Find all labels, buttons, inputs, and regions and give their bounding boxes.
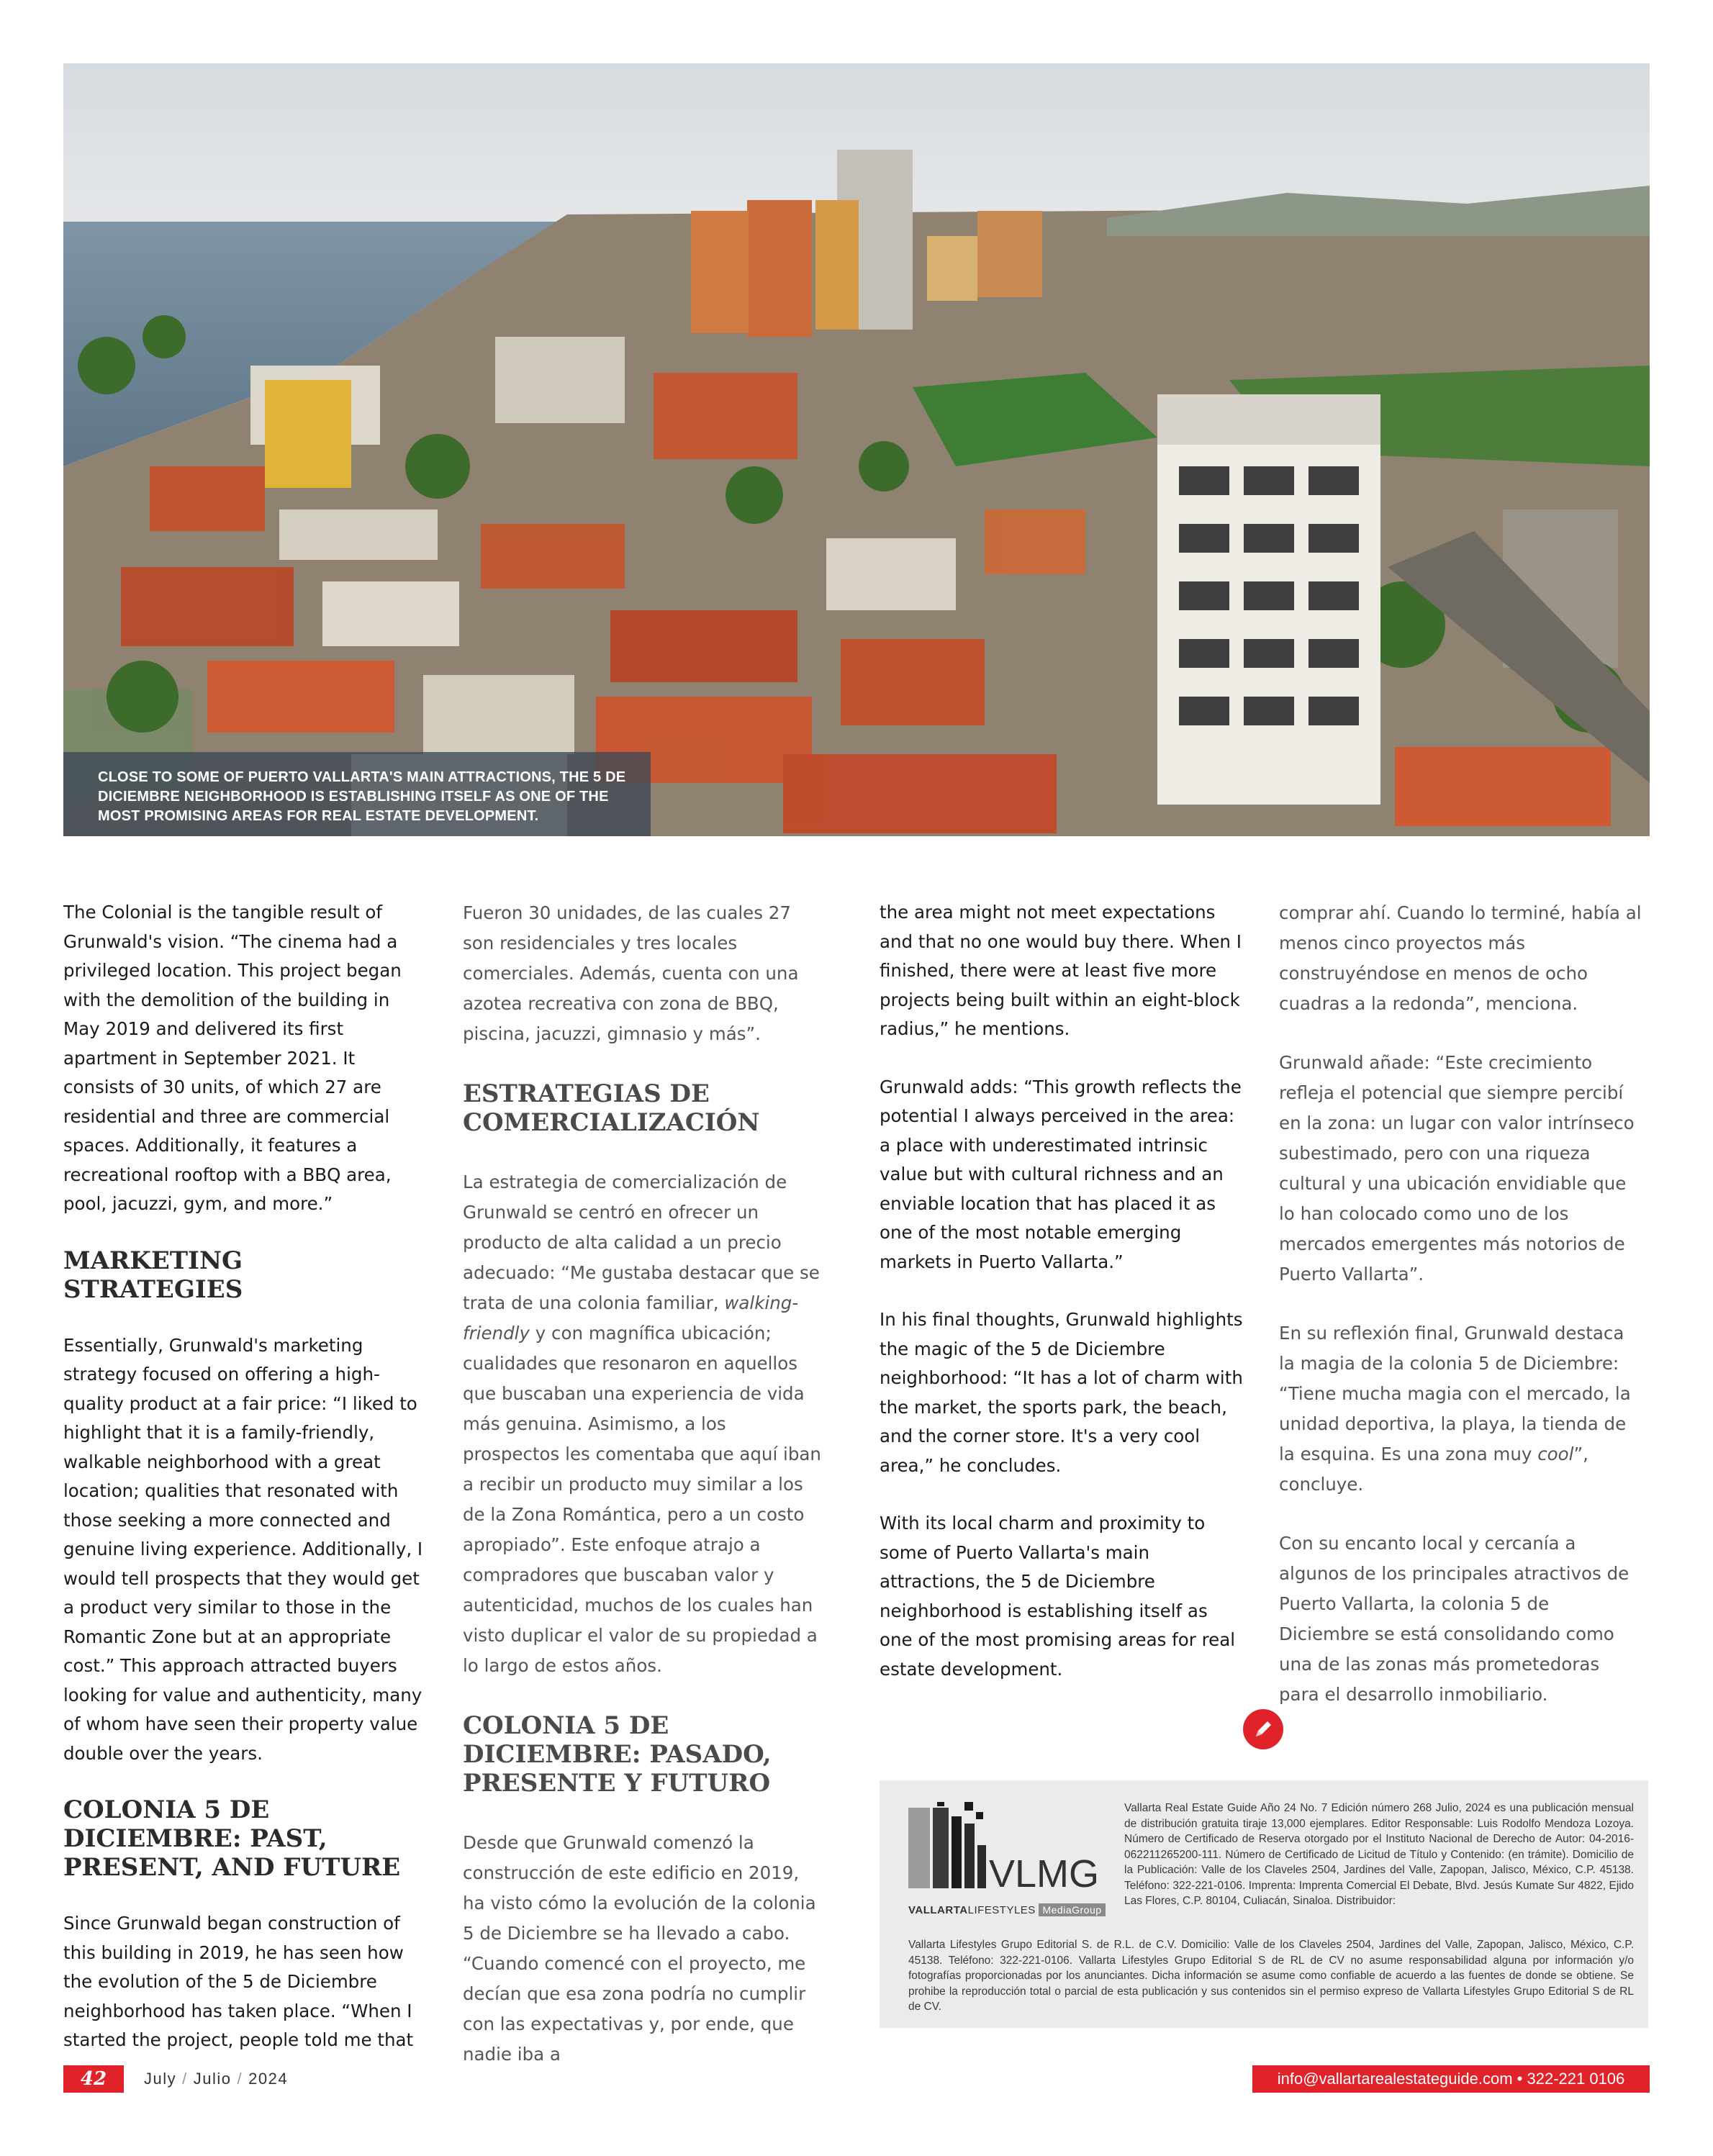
paragraph: Fueron 30 unidades, de las cuales 27 son residenciales y tres locales comerciales. Además, cuenta con una azotea recreativa con zona de BBQ, piscina, jacuzzi, gimnasio y más”. bbox=[463, 902, 799, 1044]
page-number: 42 bbox=[63, 2065, 124, 2093]
publication-info-box bbox=[880, 1780, 1648, 2028]
column-spanish-1 bbox=[463, 898, 826, 2070]
contact-bar[interactable]: info@vallartarealestateguide.com • 322-221 0106 bbox=[1252, 2065, 1650, 2093]
logo-name: VALLARTALIFESTYLES MediaGroup bbox=[908, 1904, 1110, 1916]
column-english-2 bbox=[880, 898, 1243, 1684]
photo-caption bbox=[63, 752, 651, 836]
paragraph: En su reflexión final, Grunwald destaca la magia de la colonia 5 de Diciembre: “Tiene mucha magia con el mercado, la unidad deportiva, la playa, la tienda de la esquina. Es una zona muy cool”, concluye. bbox=[1279, 1323, 1631, 1495]
legal-text: Vallarta Lifestyles Grupo Editorial S. de R.L. de C.V. Domicilio: Valle de los Claveles 2504, Jardines del Valle, Zapopan, Jalisco, México, C.P. 45138. Teléfono: 322-221-0106. Vallarta Lifestyles Grupo Editorial S de RL de CV no asume responsabilidad alguna por información y/o fotografías proporcionadas por los anunciantes. Dicha información se asume como confiable de acuerdo a las fuentes de donde se obtiene. Se prohibe la reproducción total o parcial de esta publicación y sus contenidos sin el permiso expreso de Vallarta Lifestyles Grupo Editorial S de RL de CV. bbox=[908, 1939, 1634, 2013]
column-english-1 bbox=[63, 898, 427, 2055]
section-heading: COLONIA 5 DE DICIEMBRE: PASADO, PRESENTE Y FUTURO bbox=[463, 1711, 772, 1798]
paragraph: Grunwald añade: “Este crecimiento refleja el potencial que siempre percibí en la zona: un lugar con valor intrínseco subestimado, pero con una riqueza cultural y una ubicación envidiable que lo han colocado como uno de los mercados emergentes más notorios de Puerto Vallarta”. bbox=[1279, 1052, 1635, 1285]
paragraph: Grunwald adds: “This growth reflects the potential I always perceived in the area: a place with underestimated intrinsic value but with cultural richness and an enviable location that has placed it as one of the most notable emerging markets in Puerto Vallarta.” bbox=[880, 1076, 1242, 1272]
column-spanish-2 bbox=[1279, 898, 1642, 1710]
city-aerial-photo bbox=[63, 63, 1650, 836]
paragraph: With its local charm and proximity to some of Puerto Vallarta's main attractions, the 5 de Diciembre neighborhood is establishing itself as one of the most promising areas for real estate development. bbox=[880, 1513, 1236, 1680]
pen-icon bbox=[1243, 1709, 1283, 1749]
paragraph: The Colonial is the tangible result of Grunwald's vision. “The cinema had a privileged location. This project began with the demolition of the building in May 2019 and delivered its first apartment in September 2021. It consists of 30 units, of which 27 are residential and three are commercial spaces. Additionally, it features a recreational rooftop with a BBQ area, pool, jacuzzi, gym, and more.” bbox=[63, 902, 402, 1214]
paragraph: the area might not meet expectations and that no one would buy there. When I finished, there were at least five more projects being built within an eight-block radius,” he mentions. bbox=[880, 902, 1242, 1039]
footer-left bbox=[63, 2065, 288, 2093]
issue-date: July / Julio / 2024 bbox=[144, 2070, 289, 2088]
legal-text: Vallarta Real Estate Guide Año 24 No. 7 Edición número 268 Julio, 2024 es una publicación mensual de distribución gratuita tiraje 13,000 ejemplares. Editor Responsable: Luis Rodolfo Mendoza Lozoya. Número de Certificado de Reserva otorgado por el Instituto Nacional de Derecho de Autor: 04-2016-062211265200-111. Número de Certificado de Licitud de Título y Contenido: (en trámite). Domicilio de la Publicación: Valle de los Claveles 2504, Jardines del Valle, Zapopan, Jalisco, México, C.P. 45138. Teléfono: 322-221-0106. Imprenta: Imprenta Comercial El Debate, Blvd. Jesús Kumate Sur 4822, Ejido Las Flores, C.P. 80104, Culiacán, Sinaloa. Distribuidor: bbox=[1124, 1802, 1634, 1907]
section-heading: COLONIA 5 DE DICIEMBRE: PAST, PRESENT, AND FUTURE bbox=[63, 1795, 401, 1882]
logo-mark: VLMG bbox=[989, 1852, 1100, 1895]
paragraph: Since Grunwald began construction of this building in 2019, he has seen how the evolution of the 5 de Diciembre neighborhood has taken place. “When I started the project, people told me that bbox=[63, 1913, 414, 2050]
vlmg-logo bbox=[908, 1802, 1110, 1895]
paragraph: Desde que Grunwald comenzó la construcción de este edificio en 2019, ha visto cómo la evolución de la colonia 5 de Diciembre se ha llevado a cabo. “Cuando comencé con el proyecto, me decían que esa zona podría no cumplir con las expectativas y, por ende, que nadie iba a bbox=[463, 1832, 816, 2065]
hero-photo bbox=[63, 63, 1650, 836]
section-heading: ESTRATEGIAS DE COMERCIALIZACIÓN bbox=[463, 1079, 760, 1137]
section-heading: MARKETING STRATEGIES bbox=[63, 1246, 243, 1304]
paragraph: Essentially, Grunwald's marketing strategy focused on offering a high-quality product at a fair price: “I liked to highlight that it is a family-friendly, walkable neighborhood with a great location; qualities that resonated with those seeking a more connected and genuine living experience. Additionally, I would tell prospects that they would get a product very similar to those in the Romantic Zone but at an appropriate cost.” This approach attracted buyers looking for value and authenticity, many of whom have seen their property value double over the years. bbox=[63, 1334, 423, 1764]
paragraph: Con su encanto local y cercanía a algunos de los principales atractivos de Puerto Vallarta, la colonia 5 de Diciembre se está consolidando como una de las zonas más prometedoras para el desarrollo inmobiliario. bbox=[1279, 1533, 1630, 1705]
caption-text: CLOSE TO SOME OF PUERTO VALLARTA'S MAIN ATTRACTIONS, THE 5 DE DICIEMBRE NEIGHBORHOOD IS ESTABLISHING ITSELF AS ONE OF THE MOST PROMISING AREAS FOR REAL ESTATE DEVELOPMENT. bbox=[98, 769, 626, 824]
paragraph: comprar ahí. Cuando lo terminé, había al menos cinco proyectos más construyéndose en menos de ocho cuadras a la redonda”, menciona. bbox=[1279, 902, 1642, 1014]
paragraph: In his final thoughts, Grunwald highlights the magic of the 5 de Diciembre neighborhood: “It has a lot of charm with the market, the sports park, the beach, and the corner store. It's a very cool area,” he concludes. bbox=[880, 1309, 1243, 1476]
paragraph: La estrategia de comercialización de Grunwald se centró en ofrecer un producto de alta calidad a un precio adecuado: “Me gustaba destacar que se trata de una colonia familiar, walking-friendly y con magnífica ubicación; cualidades que resonaron en aquellos que buscaban una experiencia de vida más genuina. Asimismo, a los prospectos les comentaba que aquí iban a recibir un producto muy similar a los de la Zona Romántica, pero a un costo apropiado”. Este enfoque atrajo a compradores que buscaban valor y autenticidad, muchos de los cuales han visto duplicar el valor de su propiedad a lo largo de estos años. bbox=[463, 1172, 821, 1676]
